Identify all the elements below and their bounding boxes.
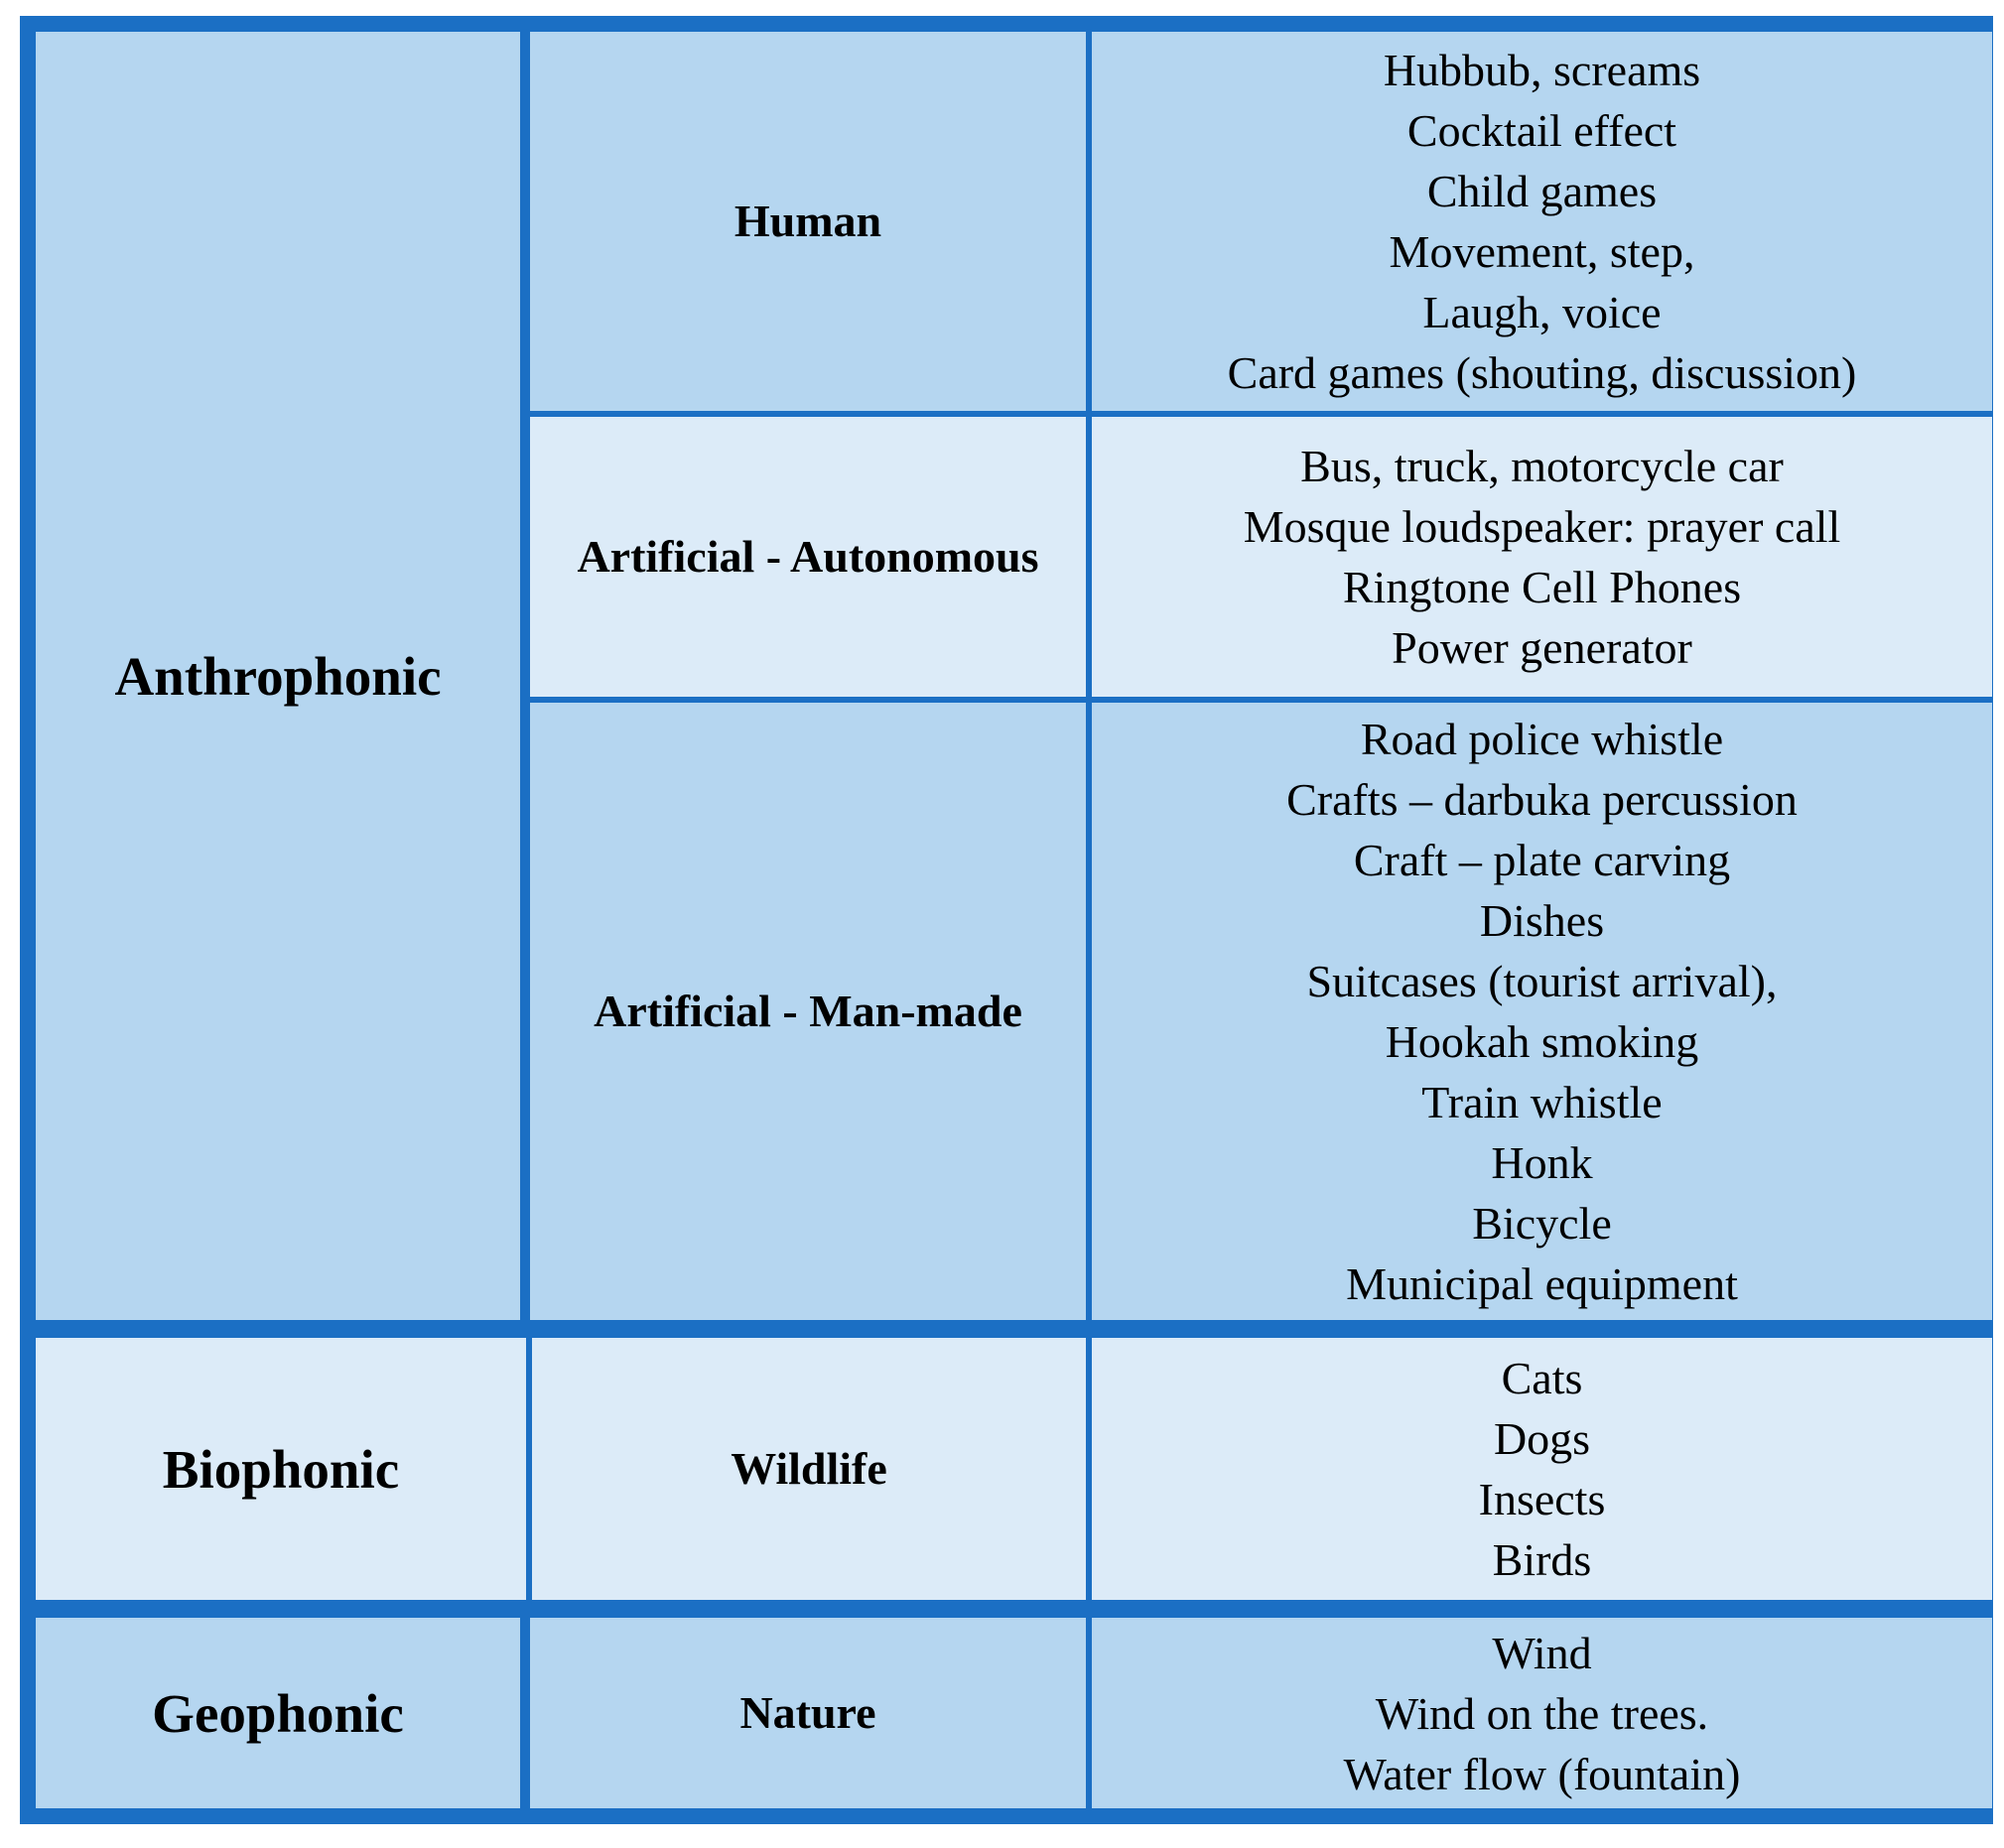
- source-item: Road police whistle: [1360, 714, 1724, 764]
- type-cell-artificial-autonomous: [530, 417, 1086, 697]
- source-item: Wind: [1492, 1627, 1592, 1678]
- source-item: Hookah smoking: [1385, 1016, 1699, 1067]
- source-item: Cats: [1501, 1353, 1583, 1403]
- source-item: Laugh, voice: [1422, 287, 1662, 337]
- source-item: Birds: [1492, 1534, 1592, 1585]
- category-cell-anthrophonic: [36, 32, 520, 1320]
- type-label: Artificial - Autonomous: [577, 531, 1039, 582]
- source-item: Honk: [1491, 1137, 1593, 1188]
- source-item: Ringtone Cell Phones: [1342, 562, 1742, 612]
- type-cell-artificial-man-made: [530, 703, 1086, 1320]
- source-item: Train whistle: [1421, 1077, 1663, 1127]
- sources-cell-wildlife: [1092, 1338, 1992, 1600]
- source-item: Hubbub, screams: [1383, 45, 1701, 95]
- type-cell-nature: [530, 1618, 1086, 1808]
- source-item: Mosque loudspeaker: prayer call: [1243, 501, 1841, 552]
- sound-source-table: [20, 16, 1993, 1824]
- source-item: Cocktail effect: [1406, 105, 1677, 156]
- type-cell-human: [530, 32, 1086, 411]
- type-label: Artificial - Man-made: [594, 986, 1022, 1036]
- source-item: Bicycle: [1472, 1198, 1612, 1249]
- source-item: Dishes: [1479, 895, 1605, 946]
- category-label: Anthrophonic: [114, 645, 442, 707]
- source-item: Power generator: [1392, 622, 1692, 673]
- source-item: Suitcases (tourist arrival),: [1306, 956, 1778, 1006]
- source-item: Wind on the trees.: [1375, 1687, 1709, 1739]
- type-label: Human: [734, 196, 882, 246]
- category-cell-geophonic: [36, 1618, 520, 1808]
- source-item: Movement, step,: [1389, 226, 1695, 277]
- source-item: Insects: [1478, 1474, 1606, 1524]
- source-item: Card games (shouting, discussion): [1227, 347, 1857, 398]
- source-item: Crafts – darbuka percussion: [1286, 774, 1798, 825]
- category-label: Biophonic: [162, 1438, 400, 1500]
- sources-cell-artificial-autonomous: [1092, 417, 1992, 697]
- category-label: Geophonic: [152, 1682, 404, 1744]
- sources-cell-human: [1092, 32, 1992, 411]
- category-cell-biophonic: [36, 1338, 526, 1600]
- sources-cell-nature: [1092, 1618, 1992, 1808]
- source-item: Municipal equipment: [1346, 1258, 1738, 1309]
- source-item: Dogs: [1493, 1413, 1591, 1464]
- source-item: Water flow (fountain): [1343, 1748, 1741, 1799]
- source-item: Craft – plate carving: [1353, 835, 1731, 885]
- source-item: Child games: [1426, 166, 1658, 216]
- source-item: Bus, truck, motorcycle car: [1300, 441, 1784, 491]
- type-cell-wildlife: [532, 1338, 1086, 1600]
- sources-cell-artificial-man-made: [1092, 703, 1992, 1320]
- type-label: Wildlife: [731, 1443, 887, 1494]
- type-label: Nature: [739, 1687, 876, 1738]
